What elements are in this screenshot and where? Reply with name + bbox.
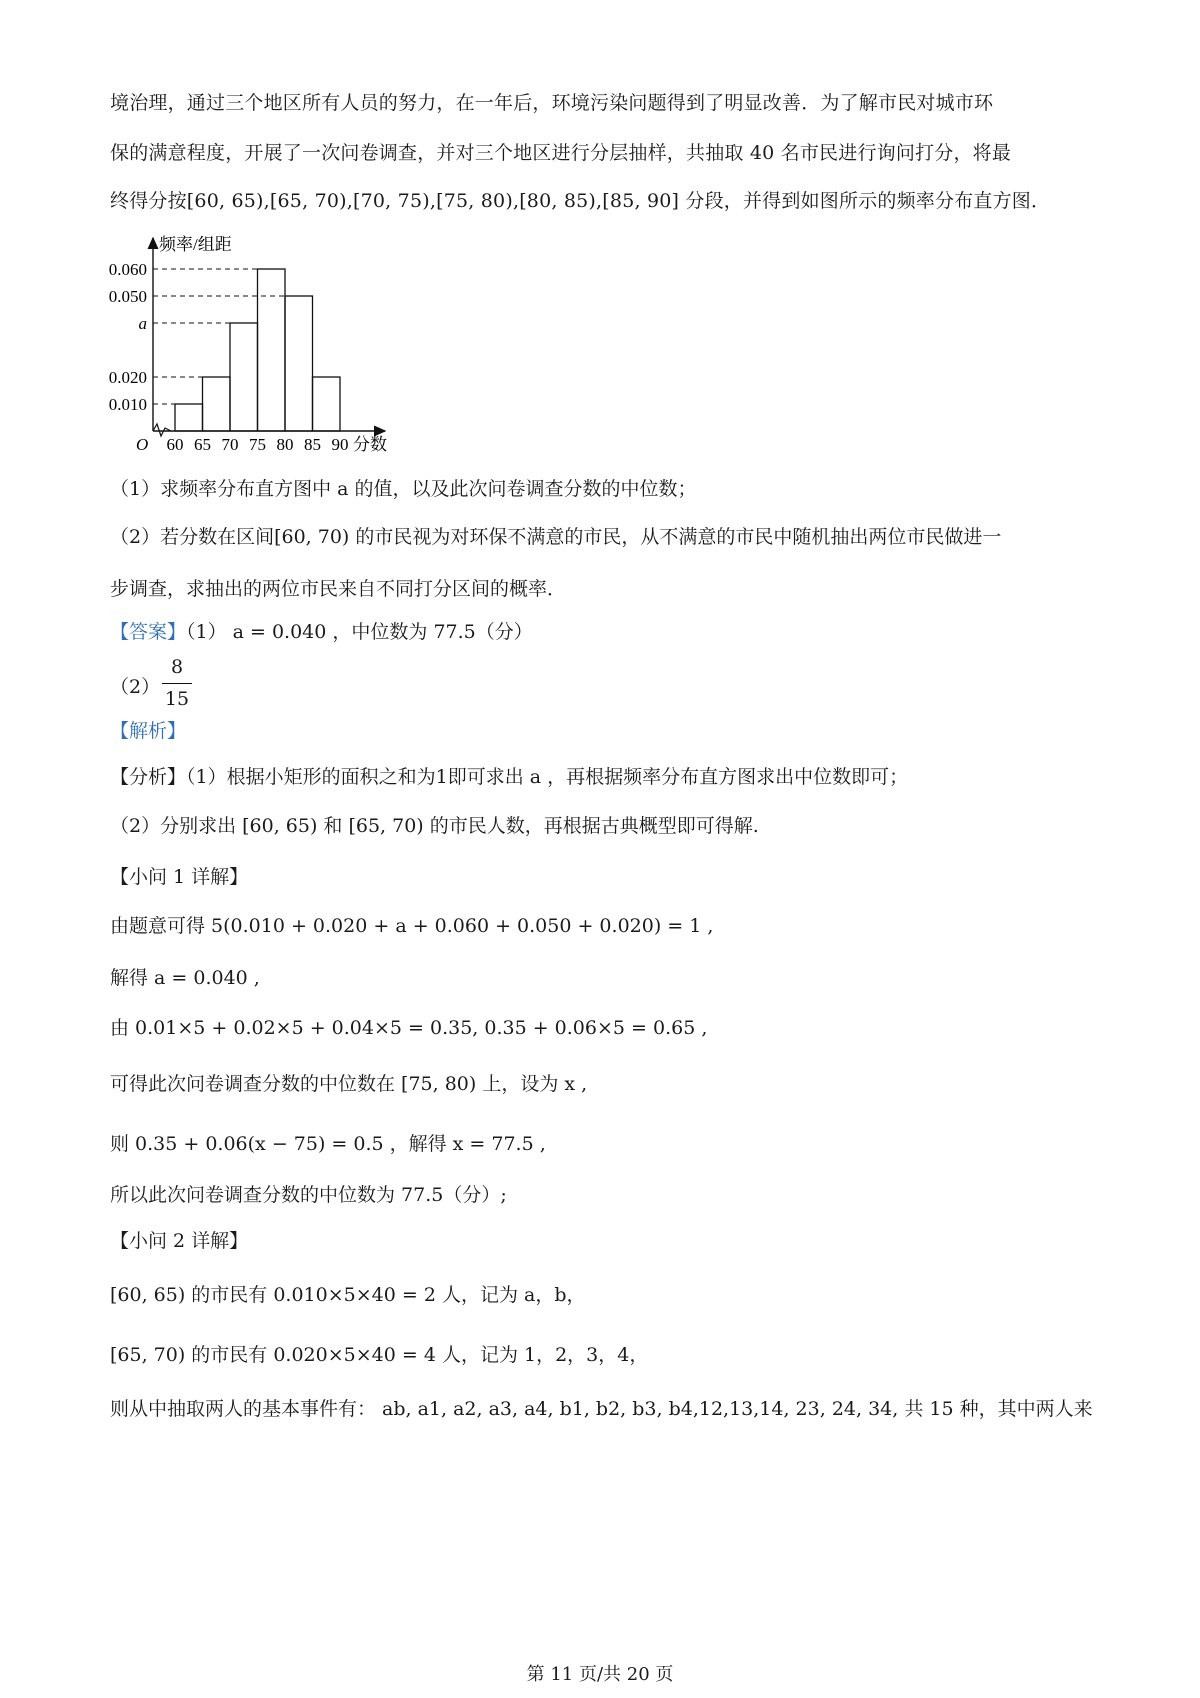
analysis-line-1	[110, 766, 908, 789]
origin-label: O	[136, 435, 149, 454]
histogram-bar	[313, 377, 341, 431]
detail-1-line-1: 由题意可得 5(0.010 + 0.020 + a + 0.060 + 0.050 + 0.020) = 1 ,	[110, 915, 714, 937]
x-tick-label: 65	[194, 435, 211, 454]
y-tick-label: 0.010	[108, 395, 147, 414]
x-tick-label: 75	[249, 435, 266, 454]
histogram-bar	[203, 377, 231, 431]
histogram-bar	[175, 404, 203, 431]
detail-2-line-2: [65, 70) 的市民有 0.020×5×40 = 4 人，记为 1，2，3，4，	[110, 1344, 649, 1366]
intro-line-2: 保的满意程度，开展了一次问卷调查，并对三个地区进行分层抽样，共抽取 40 名市民进行询问打分，将最	[110, 142, 1012, 164]
x-tick-label: 70	[221, 435, 239, 454]
detail-1-line-6: 所以此次问卷调查分数的中位数为 77.5（分）;	[110, 1184, 507, 1206]
x-tick-label: 80	[276, 435, 294, 454]
detail-1-line-5: 则 0.35 + 0.06(x − 75) = 0.5 ，解得 x = 77.5 ,	[110, 1133, 546, 1155]
x-tick-label: 90	[331, 435, 349, 454]
fenxi-text-1: （1）根据小矩形的面积之和为1即可求出 a ，再根据频率分布直方图求出中位数即可；	[186, 766, 909, 788]
y-tick-label: 0.060	[108, 260, 147, 279]
detail-1-line-3: 由 0.01×5 + 0.02×5 + 0.04×5 = 0.35, 0.35 + 0.06×5 = 0.65 ,	[110, 1017, 708, 1039]
answer-tag: 【答案】	[110, 621, 187, 643]
x-tick-label: 85	[304, 435, 321, 454]
intro-line-3: 终得分按[60, 65),[65, 70),[70, 75),[75, 80),[80, 85),[85, 90] 分段，并得到如图所示的频率分布直方图．	[110, 190, 1051, 212]
page-number: 第 11 页/共 20 页	[526, 1664, 674, 1685]
analysis-tag: 【解析】	[110, 720, 187, 742]
histogram-bar	[285, 296, 313, 431]
y-axis-label: 频率/组距	[159, 235, 232, 254]
x-tick-label: 60	[166, 435, 184, 454]
analysis-line-2: （2）分别求出 [60, 65) 和 [65, 70) 的市民人数，再根据古典概型即可得解.	[110, 815, 759, 837]
answer-2-denominator: 15	[164, 688, 190, 710]
intro-line-1: 境治理，通过三个地区所有人员的努力，在一年后，环境污染问题得到了明显改善．为了解市民对城市环	[110, 92, 994, 114]
y-tick-label: 0.050	[108, 287, 147, 306]
question-2-line-2: 步调查，求抽出的两位市民来自不同打分区间的概率．	[110, 578, 567, 600]
answer-1	[110, 621, 533, 644]
y-tick-label: a	[138, 314, 147, 333]
histogram-bar	[258, 269, 286, 431]
answer-2-numerator: 8	[170, 656, 184, 678]
fraction-bar	[162, 683, 192, 684]
detail-2-title: 【小问 2 详解】	[110, 1230, 249, 1252]
x-axis-label: 分数	[353, 435, 387, 454]
detail-2-line-1: [60, 65) 的市民有 0.010×5×40 = 2 人，记为 a，b，	[110, 1284, 586, 1306]
detail-1-line-4: 可得此次问卷调查分数的中位数在 [75, 80) 上，设为 x ,	[110, 1073, 588, 1095]
frequency-histogram	[95, 228, 415, 463]
fenxi-tag: 【分析】	[110, 766, 187, 788]
answer-2-prefix: （2）	[110, 676, 161, 698]
histogram-bar	[230, 323, 258, 431]
question-2-line-1: （2）若分数在区间[60, 70) 的市民视为对环保不满意的市民，从不满意的市民中随机抽出两位市民做进一	[110, 526, 1002, 548]
detail-2-line-3: 则从中抽取两人的基本事件有： ab, a1, a2, a3, a4, b1, b2, b3, b4,12,13,14, 23, 24, 34, 共 15 种，其中两人来	[110, 1398, 1093, 1420]
detail-1-title: 【小问 1 详解】	[110, 866, 249, 888]
answer-1-text: （1） a = 0.040 ，中位数为 77.5（分）	[186, 621, 533, 643]
answer-2	[110, 656, 190, 710]
detail-1-line-2: 解得 a = 0.040 ,	[110, 967, 260, 989]
question-1: （1）求频率分布直方图中 a 的值，以及此次问卷调查分数的中位数；	[110, 478, 697, 500]
y-tick-label: 0.020	[108, 368, 147, 387]
